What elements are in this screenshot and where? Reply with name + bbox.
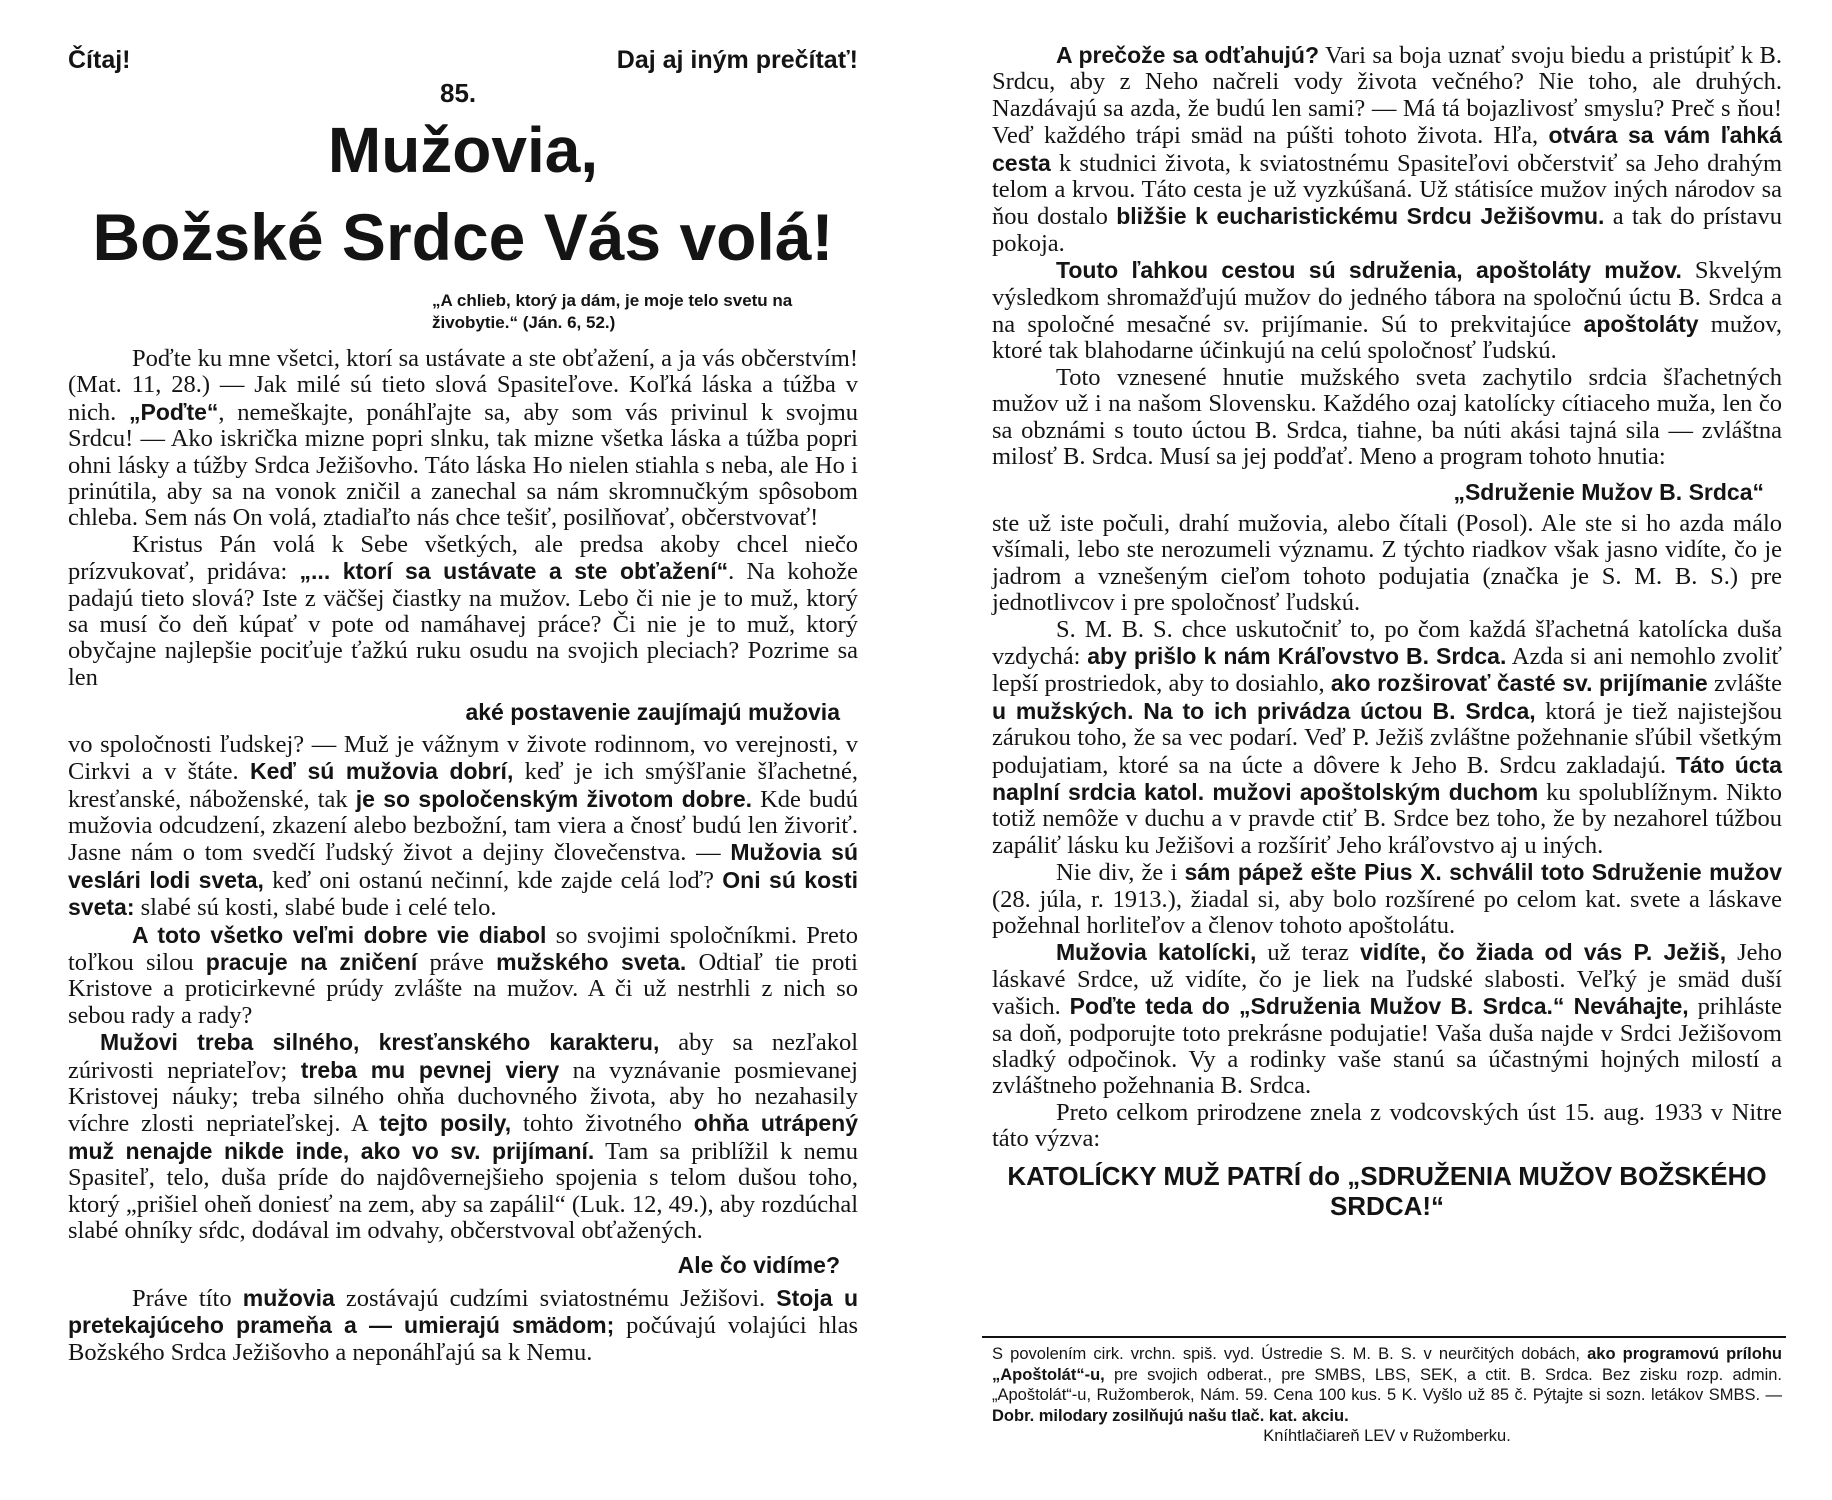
paragraph: S. M. B. S. chce uskutočniť to, po čom každá šľachetná katolícka duša vzdychá: aby prišlo k nám Kráľovstvo B. Srdca. Azda si ani nemohlo zvoliť lepší prostriedok, aby to dosiahlo, ako rozširovať časté sv. prijímanie zvlášte u mužských. Na to ich privádza úctou B. Srdca, ktorá je tiež najistejšou zárukou toho, že sa vec podarí. Veď P. Ježiš zvláštne požehnanie sľúbil všetkým podujatiam, ktoré sa na úcte a dôvere k Jeho B. Srdcu zakladajú. Táto úcta naplní srdcia katol. mužovi apoštolským duchom ku spolublížnym. Nikto totiž nemôže v duchu a v pravde ctiť B. Srdce bez toho, že by nezahorel túžbou zapáliť lásku ku Ježišovi a rozšíriť Jeho kráľovstvo aj u iných. [992, 615, 1782, 859]
right-body [992, 42, 1782, 1221]
paragraph: Práve títo mužovia zostávajú cudzími sviatostnému Ježišovi. Stoja u pretekajúceho prameňa a — umierajú smädom; počúvajú volajúci hlas Božského Srdca Ježišovho a neponáhľajú sa k Nemu. [68, 1284, 858, 1366]
motto-reference: (Ján. 6, 52.) [522, 313, 616, 332]
printer-line: Kníhtlačiareň LEV v Ružomberku. [1263, 1427, 1511, 1445]
left-body [68, 346, 858, 1366]
paragraph: Nie div, že i sám pápež ešte Pius X. schválil toto Sdruženie mužov (28. júla, r. 1913.), žiadal si, aby bolo rozšírené po celom kat. svete a láskave požehnal horliteľov a členov tohoto apoštolátu. [992, 859, 1782, 939]
paragraph: A toto všetko veľmi dobre vie diabol so svojimi spoločníkmi. Preto toľkou silou pracuje na zničení práve mužského sveta. Odtiaľ tie proti Kristove a proticirkevné prúdy zvlášte na mužov. A či už nestrhli z nich so sebou rady a rady? [68, 921, 858, 1029]
paragraph: Kristus Pán volá k Sebe všetkých, ale predsa akoby chcel niečo prízvukovať, pridáva: „... ktorí sa ustávate a ste obťažení“. Na kohože padajú tieto slová? Iste z väčšej čiastky na mužov. Lebo či nie je to muž, ktorý sa musí čo deň kúpať v pote od namáhavej práce? Či nie je to muž, ktorý obyčajne najlepšie pociťuje ťažkú ruku osudu na svojich pleciach? Pozrime sa len [68, 530, 859, 691]
paragraph: Mužovia katolícki, už teraz vidíte, čo žiada od vás P. Ježiš, Jeho láskavé Srdce, už vidíte, čo je liek na ľudské slabosti. Veľký je smäd duší vašich. Poďte teda do „Sdruženia Mužov B. Srdca.“ Neváhajte, prihláste sa doň, podporujte toto prekrásne podujatie! Vaša duša najde v Srdci Ježišovom sladký odpočinok. Vy a rodinky vaše stanú sa účastnými hojných milostí a zvláštneho požehnania B. Srdca. [992, 939, 1782, 1100]
motto-quote: „A chlieb, ktorý ja dám, je moje telo svetu na živobytie.“ [432, 291, 793, 332]
publisher-footer: S povolením cirk. vrchn. spiš. vyd. Ústredie S. M. B. S. v neurčitých dobách, ako programovú prílohu „Apoštolát“-u, pre svojich odberat., pre SMBS, LBS, SEK, a ctit. B. Srdca. Bez zisku rozp. admin. „Apoštolát“-u, Ružomberok, Nám. 59. Cena 100 kus. 5 K. Vyšlo už 85 č. Pýtajte si sozn. letákov SMBS. — Dobr. milodary zosilňujú našu tlač. kat. akciu. Kníhtlačiareň LEV v Ružomberku. [992, 1345, 1782, 1445]
issue-number: 85. [440, 78, 477, 108]
paragraph: A prečože sa odťahujú? Vari sa boja uznať svoju biedu a pristúpiť k B. Srdcu, aby z Neho načreli vody života večného? Nie toho, ale druhých. Nazdávajú sa azda, že budú len sami? — Má tá bojazlivosť smyslu? Preč s ňou! Veď každého trápi smäd na púšti tohoto života. Hľa, otvára sa vám ľahká cesta k studnici života, k sviatostnému Spasiteľovi občerstviť sa Jeho drahým telom a krvou. Táto cesta je už vyzkúšaná. Už státisíce mužov iných národov sa ňou dostalo bližšie k eucharistickému Srdcu Ježišovmu. a tak do prístavu pokoja. [992, 42, 1782, 257]
title-line-2: Božské Srdce Vás volá! [92, 200, 834, 274]
subheading: aké postavenie zaujímajú mužovia [465, 699, 840, 726]
paragraph: Preto celkom prirodzene znela z vodcovských úst 15. aug. 1933 v Nitre táto výzva: [992, 1098, 1782, 1153]
header-share: Daj aj iným prečítať! [616, 46, 858, 74]
paragraph: ste už iste počuli, drahí mužovia, alebo čítali (Posol). Ale ste si ho azda málo všímali, lebo ste nerozumeli významu. Z týchto riadkov však jasno vidíte, čo je jadrom a vznešeným cieľom tohoto podujatia (značka je S. M. B. S.) pre jednotlivcov i pre spoločnosť ľudskú. [992, 509, 1782, 617]
header-read: Čítaj! [68, 46, 131, 74]
motto [432, 290, 852, 334]
paragraph: Mužovi treba silného, kresťanského karakteru, aby sa nezľakol zúrivosti nepriateľov; treba mu pevnej viery na vyznávanie posmievanej Kristovej náuky; treba silného ohňa duchovného života, aby ho nezahasily víchre zlosti nepriateľskej. A tejto posily, tohto životného ohňa utrápený muž nenajde nikde inde, ako vo sv. prijímaní. Tam sa priblížil k nemu Spasiteľ, telo, duša príde do najdôvernejšieho spojenia s telom dušou toho, ktorý „prišiel oheň doniesť na zem, aby sa zapálil“ (Luk. 12, 49.), aby rozdúchal slabé ohníky sŕdc, dodával im odvahy, občerstvoval obťažených. [68, 1029, 858, 1244]
paragraph: Touto ľahkou cestou sú sdruženia, apoštoláty mužov. Skvelým výsledkom shromažďujú mužov do jedného tábora na spoločnú úctu B. Srdca a na spoločné mesačné sv. prijímanie. Sú to prekvitajúce apoštoláty mužov, ktoré tak blahodarne účinkujú na celú spoločnosť ľudskú. [992, 257, 1783, 365]
subheading: Ale čo vidíme? [677, 1252, 840, 1279]
slogan: KATOLÍCKY MUŽ PATRÍ do „SDRUŽENIA MUŽOV BOŽSKÉHO SRDCA!“ [1007, 1160, 1767, 1221]
title-line-1: Mužovia, [327, 114, 599, 186]
paragraph: Poďte ku mne všetci, ktorí sa ustávate a ste obťažení, a ja vás občerstvím! (Mat. 11, 28.) — Jak milé sú tieto slová Spasiteľove. Koľká láska a túžba v nich. „Poďte“, nemeškajte, ponáhľajte sa, aby som vás privinul k svojmu Srdcu! — Ako iskrička mizne popri slnku, tak mizne všetka láska a túžba popri ohni lásky a túžby Srdca Ježišovho. Táto láska Ho nielen stiahla s neba, ale Ho i prinútila, aby sa na vonok zničil a zanechal sa nám skromnučkým spôsobom chleba. Sem nás On volá, ztadiaľto nás chce tešiť, posilňovať, občerstvovať! [68, 345, 859, 532]
footer-divider [982, 1336, 1786, 1338]
paragraph: vo spoločnosti ľudskej? — Muž je vážnym v živote rodinnom, vo verejnosti, v Cirkvi a v štáte. Keď sú mužovia dobrí, keď je ich smýšľanie šľachetné, kresťanské, náboženské, tak je so spoločenským životom dobre. Kde budú mužovia odcudzení, zkazení alebo bezbožní, tam viera a čnosť budú len živoriť. Jasne nám o tom svedčí ľudský život a dejiny človečenstva. — Mužovia sú veslári lodi sveta, keď oni ostanú nečinní, kde zajde celá loď? Oni sú kosti sveta: slabé sú kosti, slabé bude i celé telo. [68, 730, 858, 922]
subheading: „Sdruženie Mužov B. Srdca“ [1453, 478, 1764, 505]
paragraph: Toto vznesené hnutie mužského sveta zachytilo srdcia šľachetných mužov už i na našom Slovensku. Každého ozaj katolícky cítiaceho muža, len čo sa obznámi s touto úctou B. Srdca, tiahne, ba núti akási tajná sila — zvláštna milosť B. Srdca. Musí sa jej podďať. Meno a program tohoto hnutia: [992, 363, 1782, 471]
